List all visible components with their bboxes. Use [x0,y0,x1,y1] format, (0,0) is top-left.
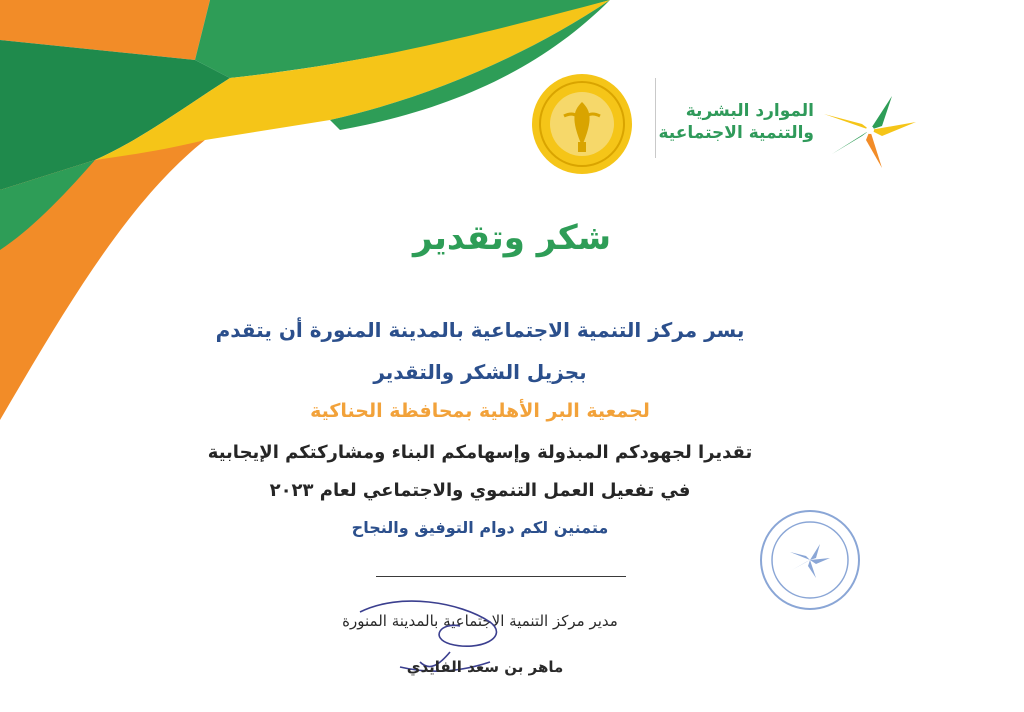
body-line-4: تقديرا لجهودكم المبذولة وإسهامكم البناء ومشاركتكم الإيجابية [207,442,753,463]
ministry-star-logo-icon [822,92,918,170]
header-divider [655,78,656,158]
ministry-name [658,100,814,144]
signatory-name: ماهر بن سعد الفايدي [406,658,564,676]
signatory-title: مدير مركز التنمية الاجتماعية بالمدينة المنورة [342,612,618,630]
corner-decoration [0,0,620,420]
body-line-1: يسر مركز التنمية الاجتماعية بالمدينة المنورة أن يتقدم [215,318,745,342]
body-line-6: متمنين لكم دوام التوفيق والنجاح [351,518,609,537]
ministry-name-line1: الموارد البشرية [685,101,814,121]
award-badge-icon [530,72,634,176]
signature-line [376,576,626,577]
ministry-name-line2: والتنمية الاجتماعية [658,123,814,143]
recipient-name: لجمعية البر الأهلية بمحافظة الحناكية [310,400,650,422]
official-stamp-icon [758,508,862,612]
certificate-title: شكر وتقدير [412,218,612,258]
body-line-2: بجزيل الشكر والتقدير [373,360,587,384]
body-line-5: في تفعيل العمل التنموي والاجتماعي لعام ٢٠٢٣ [269,480,691,501]
